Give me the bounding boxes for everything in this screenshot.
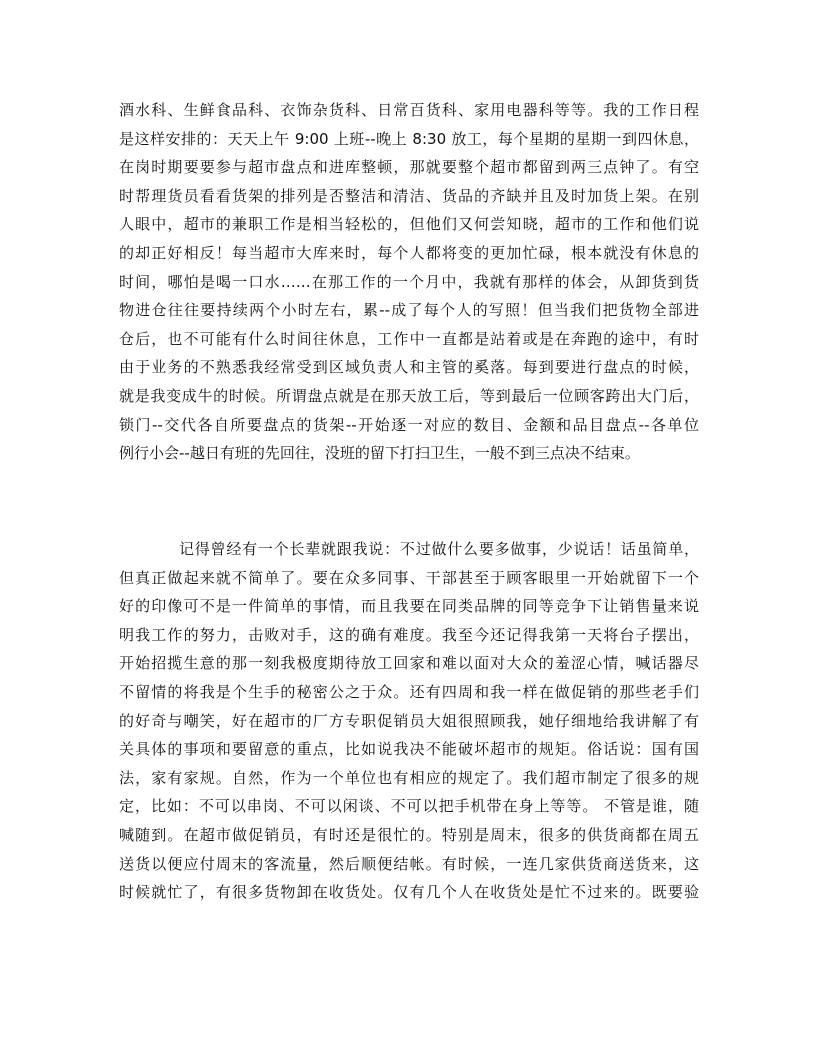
paragraph-line: 由于业务的不熟悉我经常受到区域负责人和主管的奚落。每到要进行盘点的时候，: [119, 358, 699, 377]
paragraph-line: 开始招揽生意的那一刻我极度期待放工回家和难以面对大众的羞涩心情，喊话器尽: [119, 654, 699, 673]
paragraph-line: 酒水科、生鲜食品科、衣饰杂货科、日常百货科、家用电器科等等。我的工作日程: [119, 101, 699, 119]
paragraph-line: 时候就忙了，有很多货物卸在收货处。仅有几个人在收货处是忙不过来的。既要验: [119, 883, 699, 902]
paragraph-line: 好的印像可不是一件简单的事情，而且我要在同类品牌的同等竞争下让销售量来说: [119, 597, 699, 616]
paragraph-line: 仓后，也不可能有什么时间往休息，工作中一直都是站着或是在奔跑的途中，有时: [119, 329, 699, 348]
paragraph-line: 的却正好相反！每当超市大库来时，每个人都将变的更加忙碌，根本就没有休息的: [119, 243, 699, 262]
paragraph-1: [119, 96, 699, 468]
paragraph-line: 物进仓往往要持续两个小时左右，累--成了每个人的写照！但当我们把货物全部进: [119, 301, 699, 320]
paragraph-line: 法，家有家规。自然，作为一个单位也有相应的规定了。我们超市制定了很多的规: [119, 768, 699, 787]
paragraph-line: 喊随到。在超市做促销员，有时还是很忙的。特别是周末，很多的供货商都在周五: [119, 825, 699, 844]
paragraph-line: 就是我变成牛的时候。所谓盘点就是在那天放工后，等到最后一位顾客跨出大门后，: [119, 386, 699, 405]
paragraph-line: 是这样安排的：天天上午 9:00 上班--晚上 8:30 放工，每个星期的星期一到四休息，: [119, 129, 699, 148]
paragraph-line: 记得曾经有一个长辈就跟我说：不过做什么要多做事，少说话！话虽简单，: [179, 540, 699, 558]
paragraph-line: 明我工作的努力，击败对手，这的确有难度。我至今还记得我第一天将台子摆出，: [119, 625, 699, 644]
paragraph-line: 例行小会--越日有班的先回往，没班的留下打扫卫生，一般不到三点决不结束。: [119, 444, 640, 463]
paragraph-line: 锁门--交代各自所要盘点的货架--开始逐一对应的数目、金额和品目盘点--各单位: [119, 415, 699, 434]
paragraph-line: 时帮理货员看看货架的排列是否整洁和清洁、货品的齐缺并且及时加货上架。在别: [119, 186, 699, 205]
paragraph-line: 在岗时期要要参与超市盘点和进库整顿，那就要整个超市都留到两三点钟了。有空: [119, 158, 699, 177]
paragraph-line: 但真正做起来就不简单了。要在众多同事、干部甚至于顾客眼里一开始就留下一个: [119, 568, 699, 587]
paragraph-line: 关具体的事项和要留意的重点，比如说我决不能破坏超市的规矩。俗话说：国有国: [119, 740, 699, 759]
paragraph-line: 定，比如：不可以串岗、不可以闲谈、不可以把手机带在身上等等。 不管是谁，随: [119, 797, 699, 816]
paragraph-line: 不留情的将我是个生手的秘密公之于众。还有四周和我一样在做促销的那些老手们: [119, 682, 699, 701]
paragraph-2: [119, 535, 699, 907]
paragraph-line: 时间，哪怕是喝一口水……在那工作的一个月中，我就有那样的体会，从卸货到货: [119, 272, 699, 291]
paragraph-line: 人眼中，超市的兼职工作是相当轻松的，但他们又何尝知晓，超市的工作和他们说: [119, 215, 699, 234]
paragraph-line: 的好奇与嘲笑，好在超市的厂方专职促销员大姐很照顾我，她仔细地给我讲解了有: [119, 711, 699, 730]
paragraph-line: 送货以便应付周末的客流量，然后顺便结帐。有时候，一连几家供货商送货来，这: [119, 854, 699, 873]
